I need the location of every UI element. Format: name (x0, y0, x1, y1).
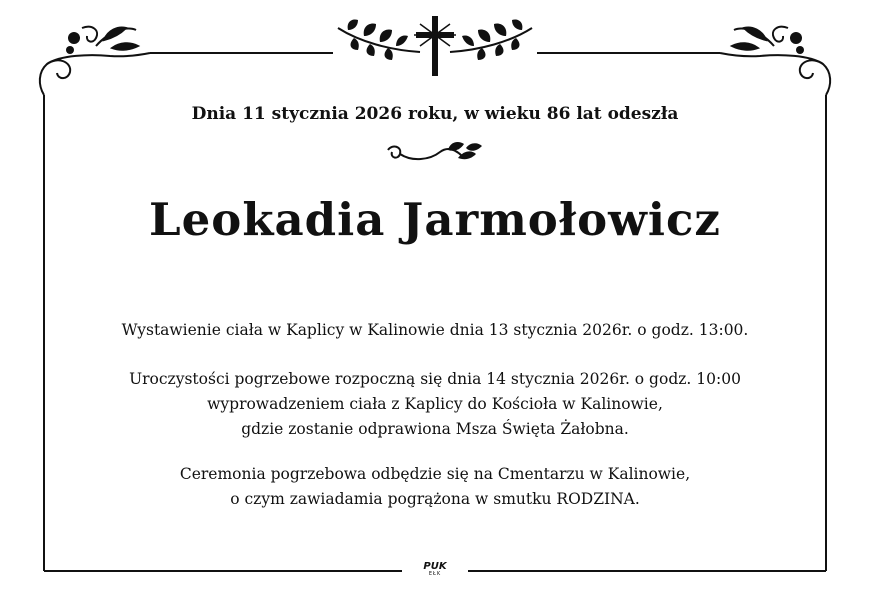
intro-text: Dnia 11 stycznia 2026 roku, w wieku 86 lat odeszła (191, 104, 679, 124)
notice-line: Ceremonia pogrzebowa odbędzie się na Cmentarzu w Kalinowie, (179, 465, 691, 483)
logo-sub-text: EŁK (428, 571, 442, 577)
notice-line: wyprowadzeniem ciała z Kaplicy do Kościoła w Kalinowie, (207, 395, 663, 413)
funeral-home-logo (405, 562, 465, 577)
notice-line: Uroczystości pogrzebowe rozpoczną się dnia 14 stycznia 2026r. o godz. 10:00 (129, 370, 741, 388)
cross-with-laurel-icon (338, 16, 532, 76)
leaf-swirl-icon (388, 142, 482, 159)
notice-line: o czym zawiadamia pogrążona w smutku RODZINA. (230, 490, 640, 508)
logo-main-text: PUK (423, 561, 447, 572)
deceased-name: Leokadia Jarmołowicz (149, 193, 721, 246)
notice-line: Wystawienie ciała w Kaplicy w Kalinowie dnia 13 stycznia 2026r. o godz. 13:00. (121, 321, 749, 339)
notice-line: gdzie zostanie odprawiona Msza Święta Żałobna. (241, 420, 629, 438)
floral-flourish-icon (40, 27, 150, 95)
floral-flourish-icon (720, 27, 830, 95)
